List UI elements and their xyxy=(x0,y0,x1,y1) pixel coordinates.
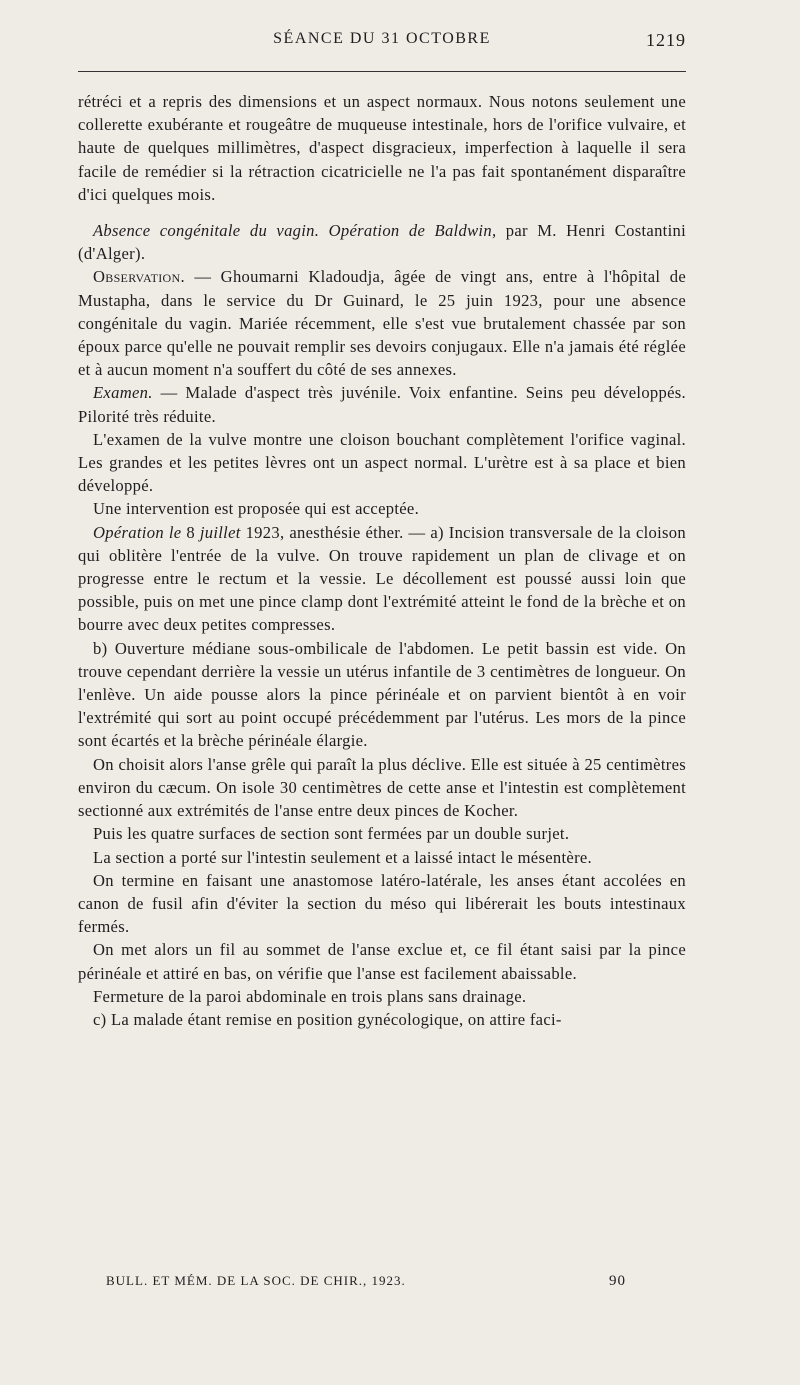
operation-label: Opération le xyxy=(93,522,182,542)
footer-journal: BULL. ET MÉM. DE LA SOC. DE CHIR., 1923. xyxy=(106,1273,406,1288)
section-title-author: par M. Henri Costantini (d'Alger). xyxy=(78,221,687,264)
paragraph-vulve: L'examen de la vulve montre une cloison bouchant complètement l'orifice vaginal. Les grandes et les petites lèvres ont un aspect normal. L'urètre est à sa place et bien développé. xyxy=(78,429,686,496)
operation-month: juillet xyxy=(199,522,241,542)
paragraph-surfaces: Puis les quatre surfaces de section sont fermées par un double surjet. xyxy=(93,824,570,844)
paragraph-operation xyxy=(78,521,686,637)
operation-day: 8 xyxy=(181,522,200,542)
paragraph-observation xyxy=(78,265,686,381)
running-head xyxy=(78,30,686,54)
paragraph-continuation: rétréci et a repris des dimensions et un aspect normaux. Nous notons seulement une collerette exubérante et rougeâtre de muqueuse intestinale, hors de l'orifice vulvaire, et haute de quelques millimètres, d'aspect disgracieux, imperfection à laquelle il sera facile de remédier si la rétraction cicatricielle ne l'a pas fait spontanément disparaître d'ici quelques mois. xyxy=(78,92,686,204)
observation-text: — Ghoumarni Kladoudja, âgée de vingt ans, entre à l'hôpital de Mustapha, dans le service du Dr Guinard, le 25 juin 1923, pour une absence congénitale du vagin. Mariée récemment, elle s'est vue brutalement chassée par son époux parce qu'elle ne pouvait remplir ses devoirs conjugaux. Elle n'a jamais été réglée et à aucun moment n'a souffert du côté de ses annexes. xyxy=(78,267,686,380)
paragraph-intervention: Une intervention est proposée qui est acceptée. xyxy=(93,499,420,519)
page-footer xyxy=(106,1273,626,1295)
page-number: 1219 xyxy=(646,30,686,50)
paragraph-termine: On termine en faisant une anastomose latéro-latérale, les anses étant accolées en canon de fusil afin d'éviter la section du méso qui libérerait les bouts intestinaux fermés. xyxy=(78,870,686,937)
paragraph-section: La section a porté sur l'intestin seulement et a laissé intact le mésentère. xyxy=(93,847,593,867)
footer-signature: 90 xyxy=(609,1273,626,1289)
paragraph-choisit: On choisit alors l'anse grêle qui paraît la plus déclive. Elle est située à 25 centimètres environ du cæcum. On isole 30 centimètres de cette anse et l'intestin est complètement sectionné aux extrémités de l'anse entre deux pinces de Kocher. xyxy=(78,754,686,821)
paragraph-b: b) Ouverture médiane sous-ombilicale de l'abdomen. Le petit bassin est vide. On trouve cependant derrière la vessie un utérus infantile de 3 centimètres de longueur. On l'enlève. Un aide pousse alors la pince périnéale et on parvient bientôt à en voir l'extrémité qui sort au point occupé précédemment par l'utérus. Les mors de la pince sont écartés et la brèche périnéale élargie. xyxy=(78,638,686,751)
section-title xyxy=(78,219,686,265)
examen-text: — Malade d'aspect très juvénile. Voix enfantine. Seins peu développés. Pilorité très réduite. xyxy=(78,383,686,426)
observation-label: Observation. xyxy=(93,267,185,287)
body-text xyxy=(78,90,686,1031)
paragraph-examen xyxy=(78,381,686,427)
running-title: SÉANCE DU 31 OCTOBRE xyxy=(273,30,491,47)
paragraph-c: c) La malade étant remise en position gynécologique, on attire faci- xyxy=(93,1009,562,1029)
paragraph-fil: On met alors un fil au sommet de l'anse exclue et, ce fil étant saisi par la pince périnéale et attiré en bas, on vérifie que l'anse est facilement abaissable. xyxy=(78,940,686,983)
paragraph-fermeture: Fermeture de la paroi abdominale en trois plans sans drainage. xyxy=(93,986,527,1006)
examen-label: Examen. xyxy=(93,383,153,403)
header-rule xyxy=(78,71,686,72)
section-title-italic: Absence congénitale du vagin. Opération de Baldwin, xyxy=(93,221,497,241)
operation-text: 1923, anesthésie éther. — a) Incision transversale de la cloison qui oblitère l'entrée de la vulve. On trouve rapidement un plan de clivage et on progresse entre le rectum et la vessie. Le décollement est poussé aussi loin que possible, puis on met une pince clamp dont l'extrémité atteint le fond de la brèche et on bourre avec deux petites compresses. xyxy=(78,522,686,635)
